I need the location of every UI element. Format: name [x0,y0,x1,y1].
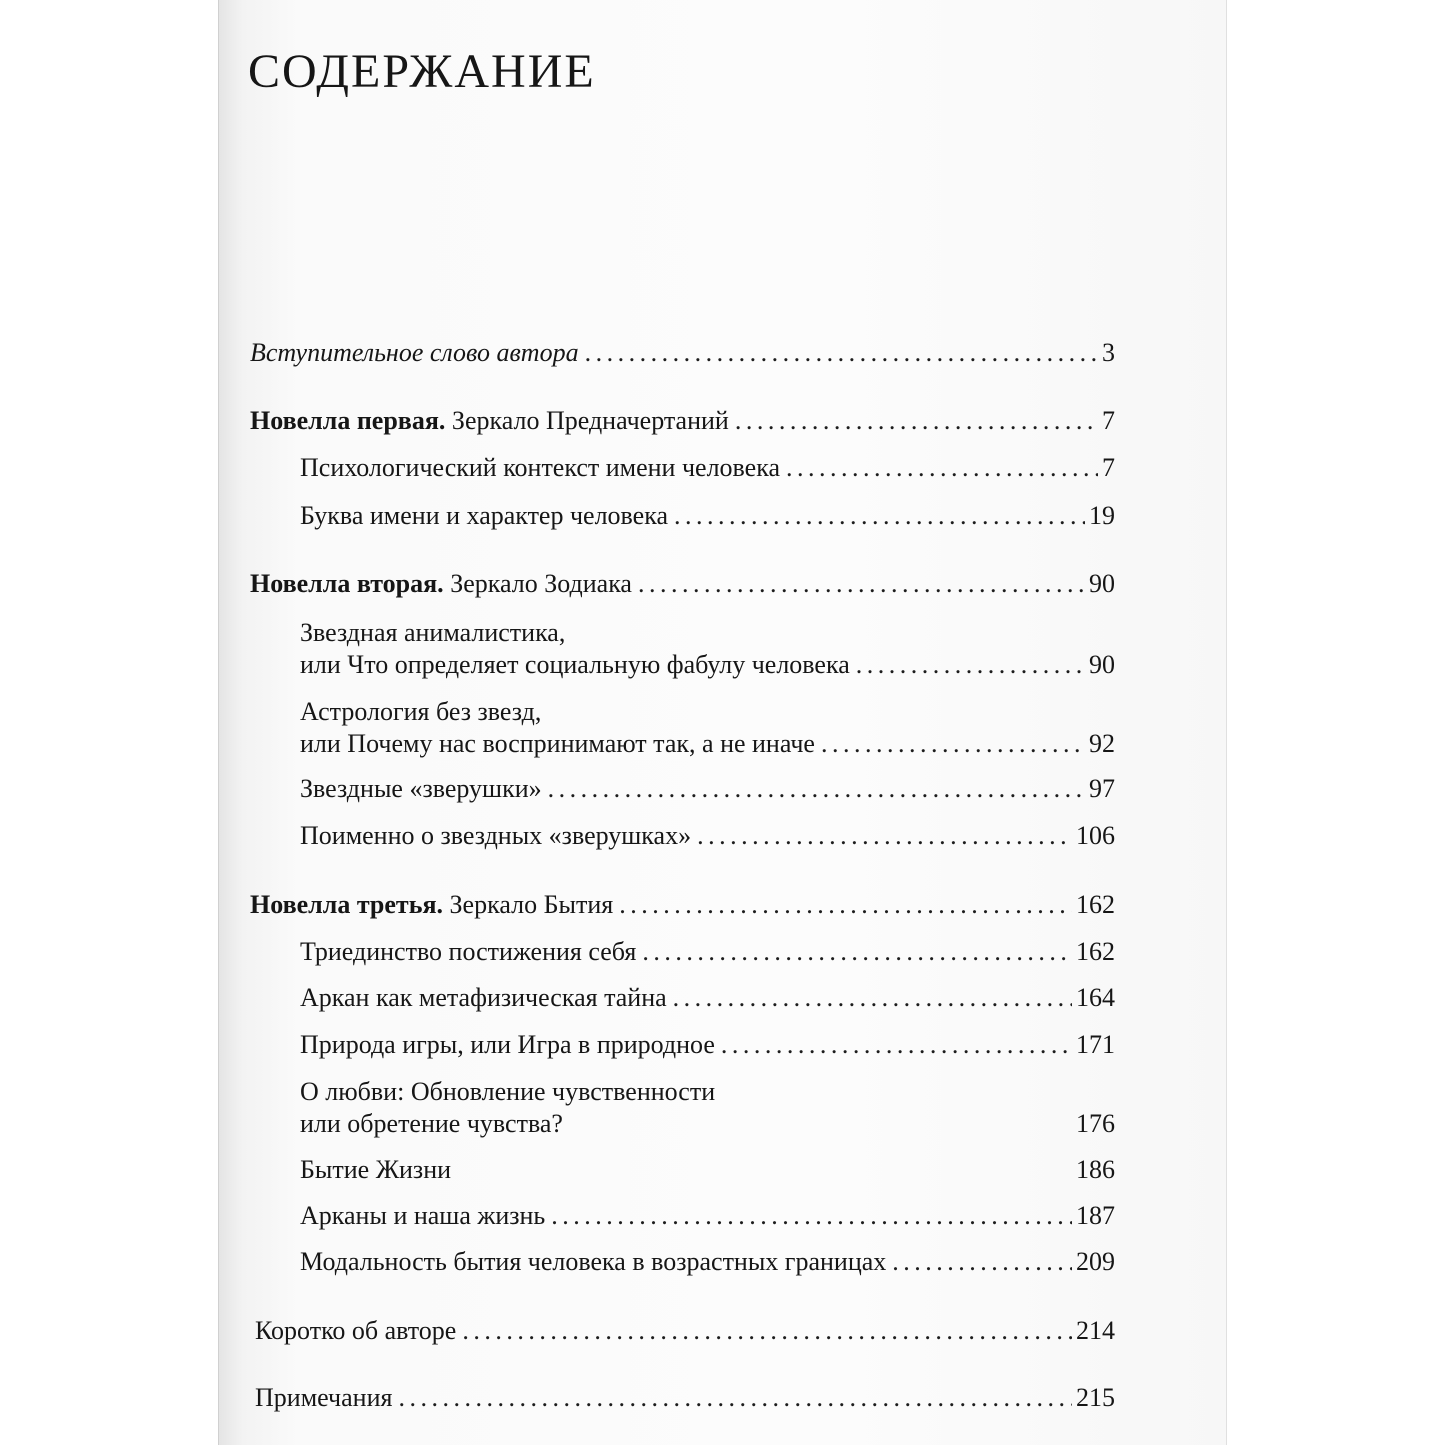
toc-entry-label: Поименно о звездных «зверушках» [300,821,692,850]
toc-page-number: 209 [1076,1247,1115,1276]
dot-leader [585,340,1098,366]
dot-leader [892,1249,1072,1275]
toc-entry-label: Примечания [255,1383,393,1412]
toc-entry-n3-s3 [300,1032,1115,1058]
toc-entry-n3-s6 [300,1203,1115,1229]
toc-entry-n3-s7 [300,1249,1115,1275]
toc-page-number: 171 [1076,1030,1115,1059]
toc-page-number: 176 [1076,1109,1115,1138]
toc-entry-n3-s4 [300,1111,1115,1137]
toc-entry-novel-2 [250,571,1115,597]
dot-leader [735,408,1098,434]
page-title: СОДЕРЖАНИЕ [248,45,596,98]
toc-entry-n2-s4 [300,823,1115,849]
toc-entry-n3-s5 [300,1157,1115,1183]
toc-entry-label: Арканы и наша жизнь [300,1201,546,1230]
toc-entry-label: Природа игры, или Игра в природное [300,1030,715,1059]
toc-entry-rest: Зеркало Зодиака [443,569,632,598]
toc-page-number: 97 [1089,774,1115,803]
toc-entry-label: или Что определяет социальную фабулу человека [300,650,850,679]
dot-leader [786,455,1098,481]
toc-entry-n2-s2-line1: Астрология без звезд, [300,697,542,726]
dot-leader [398,1385,1072,1411]
toc-entry-bold: Новелла вторая. [250,569,444,598]
toc-page-number: 186 [1076,1155,1115,1184]
toc-page-number: 90 [1089,569,1115,598]
dot-leader [462,1318,1072,1344]
toc-page-number: 162 [1076,890,1115,919]
dot-leader [673,985,1072,1011]
toc-entry-about [255,1318,1115,1344]
toc-entry-label: Буква имени и характер человека [300,501,668,530]
dot-leader [548,776,1085,802]
dot-leader [638,571,1085,597]
toc-entry-label: Вступительное слово автора [250,338,579,367]
toc-entry-label [250,408,729,434]
toc-page-number: 19 [1089,501,1115,530]
toc-page-number: 92 [1089,729,1115,758]
toc-entry-label: или обретение чувства? [300,1109,563,1138]
dot-leader [619,892,1072,918]
toc-page-number: 3 [1102,338,1115,367]
toc-entry-intro [250,340,1115,366]
toc-entry-label: Аркан как метафизическая тайна [300,983,667,1012]
toc-entry-rest: Зеркало Предначертаний [445,406,729,435]
toc-page-number: 215 [1076,1383,1115,1412]
toc-page-number: 90 [1089,650,1115,679]
toc-page-number: 7 [1102,453,1115,482]
toc-entry-label: Модальность бытия человека в возрастных границах [300,1247,887,1276]
toc-page-number: 162 [1076,937,1115,966]
toc-entry-n1-s1 [300,455,1115,481]
toc-entry-n2-s3 [300,776,1115,802]
toc-entry-n2-s1 [300,652,1115,678]
toc-entry-n2-s1-line1: Звездная анималистика, [300,618,566,647]
toc-entry-n3-s2 [300,985,1115,1011]
toc-entry-n2-s2 [300,731,1115,757]
toc-page-number: 187 [1076,1201,1115,1230]
toc-entry-label [250,892,613,918]
toc-entry-novel-3 [250,892,1115,918]
toc-entry-label: Психологический контекст имени человека [300,453,780,482]
toc-entry-label: или Почему нас воспринимают так, а не иначе [300,729,815,758]
dot-leader [721,1032,1072,1058]
toc-entry-label: Бытие Жизни [300,1155,452,1184]
toc-page-number: 214 [1076,1316,1115,1345]
toc-entry-novel-1 [250,408,1115,434]
toc-entry-n3-s1 [300,939,1115,965]
dot-leader [697,823,1072,849]
dot-leader [642,939,1072,965]
toc-entry-label: Звездные «зверушки» [300,774,542,803]
toc-entry-bold: Новелла первая. [250,406,446,435]
toc-entry-label: Триединство постижения себя [300,937,637,966]
dot-leader [821,731,1085,757]
dot-leader [856,652,1085,678]
toc-entry-bold: Новелла третья. [250,890,444,919]
toc-entry-n3-s4-line1: О любви: Обновление чувственности [300,1077,716,1106]
toc-page-number: 106 [1076,821,1115,850]
toc-entry-label: Коротко об авторе [255,1316,457,1345]
dot-leader [674,503,1085,529]
toc-page-number: 7 [1102,406,1115,435]
toc-entry-notes [255,1385,1115,1411]
dot-leader [551,1203,1072,1229]
toc-entry-rest: Зеркало Бытия [443,890,614,919]
toc-entry-label [250,571,632,597]
toc-page-number: 164 [1076,983,1115,1012]
toc-entry-n1-s2 [300,503,1115,529]
